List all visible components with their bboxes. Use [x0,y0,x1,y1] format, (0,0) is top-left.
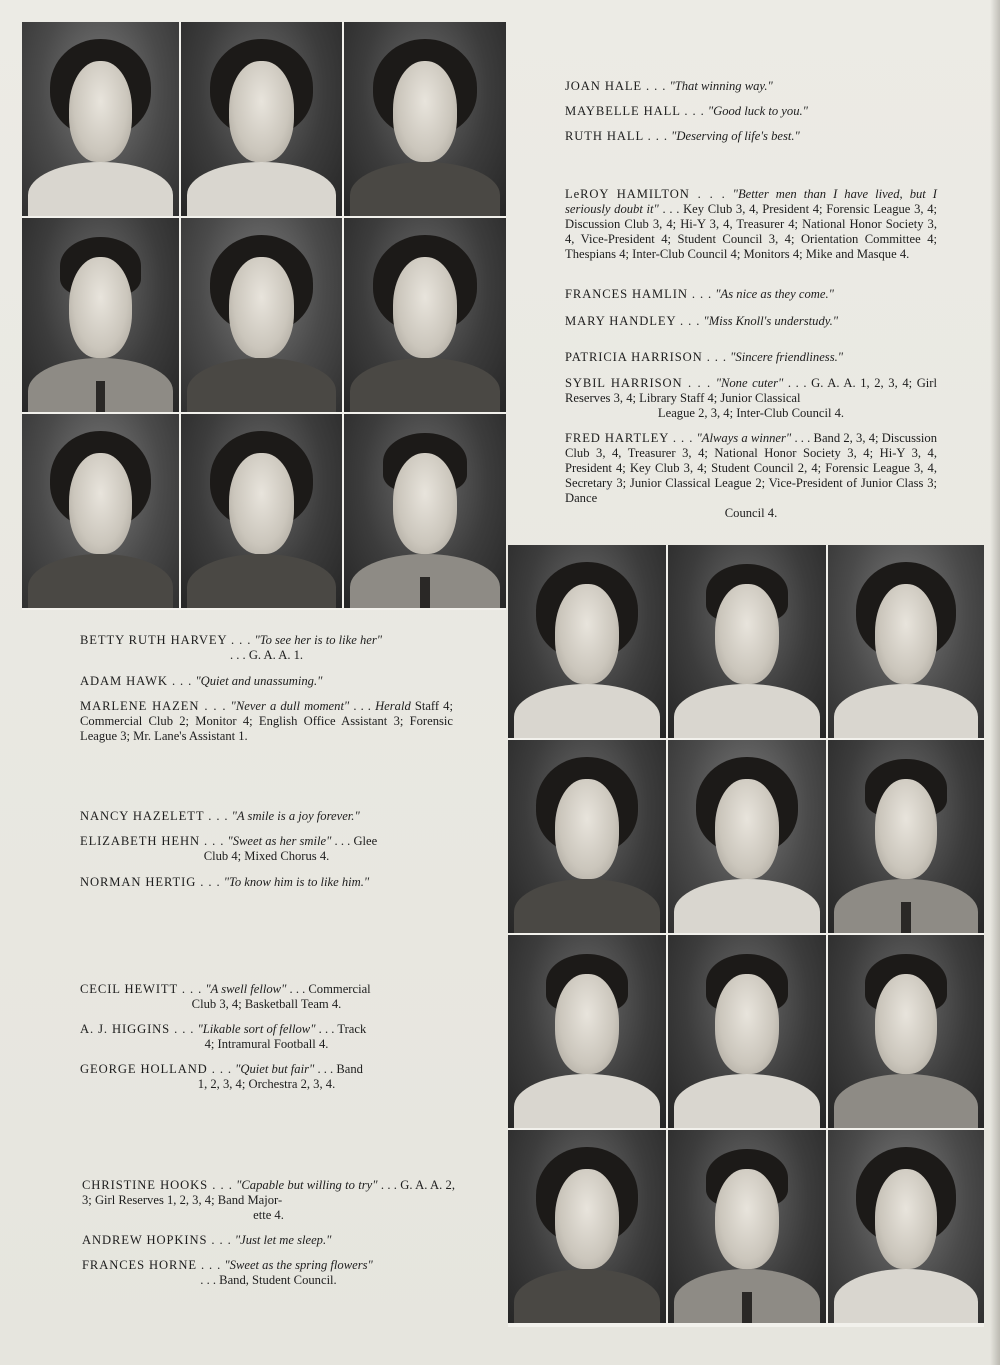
student-name: LeROY HAMILTON . . . [565,187,726,201]
student-activities-cont: League 2, 3, 4; Inter-Club Council 4. [657,406,845,420]
portrait-photo [181,22,342,216]
student-quote: "To see her is to like her" [254,633,383,647]
student-name: NANCY HAZELETT . . . [80,809,229,823]
student-name: ADAM HAWK . . . [80,674,193,688]
portrait-photo [828,1130,984,1323]
entry-sybil-harrison [565,376,937,421]
portrait-photo [508,1130,666,1323]
entry-frances-hamlin [565,287,937,302]
student-quote: "Capable but willing to try" [236,1178,378,1192]
student-quote: "Just let me sleep." [234,1233,332,1247]
student-name: NORMAN HERTIG . . . [80,875,221,889]
right-photo-grid [508,545,984,1327]
portrait-photo [668,1130,826,1323]
student-quote: "Never a dull moment" [230,699,350,713]
student-name: FRANCES HORNE . . . [82,1258,222,1272]
entry-elizabeth-hehn [80,834,453,864]
student-activities: . . . Key Club 3, 4, President 4; Forensic League 3, 4; Discussion Club 3, 4; Hi-Y 3, 4, Treasurer 4; National Honor Society 3, 4, Vice-President 4; Student Council 3, 4; Orientation Committee 4; Thespians 4; Inter-Club Council 4; Monitors 4; Mike and Masque 4. [565,202,937,261]
entry-leroy-hamilton [565,187,937,262]
student-activities-cont: Club 4; Mixed Chorus 4. [203,849,330,863]
student-quote: "Miss Knoll's understudy." [703,314,839,328]
student-quote: "None cuter" [715,376,784,390]
entry-mary-handley [565,314,937,329]
portrait-photo [22,414,179,608]
student-activities: . . . Band 2, 3, 4; Discussion Club 3, 4, Treasurer 3, 4; National Honor Society 3, 4; Hi-Y 3, 4, President 4; Key Club 3, 4; Student Council 2, 4; Forensic League 3, 4, Secretary 3; Junior Classical League 2; Vice-President of Junior Class 3; Dance [565,431,937,505]
student-quote: "Sweet as her smile" [227,834,332,848]
portrait-photo [668,935,826,1128]
student-activities: . . . Glee [334,834,378,848]
entry-joan-hale [565,79,937,94]
student-activities-cont: ette 4. [253,1208,284,1222]
portrait-photo [508,740,666,933]
entry-ruth-hall [565,129,937,144]
entry-george-holland [80,1062,453,1092]
student-quote: "Sincere friendliness." [730,350,844,364]
portrait-photo [668,545,826,738]
entry-cecil-hewitt [80,982,453,1012]
student-activities: . . . Band, Student Council. [200,1273,337,1287]
entry-fred-hartley [565,431,937,521]
entry-nancy-hazelett [80,809,453,824]
portrait-photo [22,218,179,412]
student-activities-cont: 4; Intramural Football 4. [204,1037,329,1051]
student-quote: "Good luck to you." [707,104,808,118]
entry-norman-hertig [80,875,453,890]
entry-maybelle-hall [565,104,937,119]
student-name: MARY HANDLEY . . . [565,314,701,328]
entry-christine-hooks [82,1178,455,1223]
entry-patricia-harrison [565,350,937,365]
student-quote: "To know him is to like him." [223,875,370,889]
entry-aj-higgins [80,1022,453,1052]
student-activities: Staff 4; Commercial Club 2; Monitor 4; English Office Assistant 3; Forensic League 3; Mr. Lane's Assistant 1. [80,699,453,743]
student-name: JOAN HALE . . . [565,79,667,93]
student-activities: . . . Band [317,1062,363,1076]
student-activities: . . . Track [318,1022,367,1036]
student-activities-cont: Council 4. [724,506,778,520]
entry-betty-ruth-harvey [80,633,453,663]
student-name: FRED HARTLEY . . . [565,431,694,445]
student-name: SYBIL HARRISON . . . [565,376,712,390]
student-name: BETTY RUTH HARVEY . . . [80,633,252,647]
student-quote: "A smile is a joy forever." [231,809,360,823]
portrait-photo [668,740,826,933]
student-name: CECIL HEWITT . . . [80,982,203,996]
student-quote: "That winning way." [669,79,773,93]
portrait-photo [508,935,666,1128]
left-photo-grid [22,22,506,610]
entry-frances-horne [82,1258,455,1288]
student-quote: "As nice as they come." [715,287,834,301]
student-name: ELIZABETH HEHN . . . [80,834,225,848]
portrait-photo [828,740,984,933]
portrait-photo [344,218,506,412]
student-name: PATRICIA HARRISON . . . [565,350,727,364]
student-activities-cont: 1, 2, 3, 4; Orchestra 2, 3, 4. [197,1077,336,1091]
student-quote: "Always a winner" [696,431,792,445]
portrait-photo [508,545,666,738]
student-name: FRANCES HAMLIN . . . [565,287,713,301]
portrait-photo [181,414,342,608]
student-name: CHRISTINE HOOKS . . . [82,1178,233,1192]
student-activities: . . . G. A. A. 2, 3; Girl Reserves 1, 2, 3, 4; Band Major- [82,1178,455,1207]
page-edge-shadow [990,0,1000,1365]
entry-adam-hawk [80,674,453,689]
portrait-photo [22,22,179,216]
portrait-photo [344,414,506,608]
student-quote: "Sweet as the spring flowers" [224,1258,373,1272]
student-activities: . . . G. A. A. 1. [229,648,304,662]
student-activities: . . . Commercial [289,982,371,996]
entry-marlene-hazen [80,699,453,744]
student-quote: "Deserving of life's best." [671,129,800,143]
student-activities-cont: Club 3, 4; Basketball Team 4. [191,997,342,1011]
dots: . . . [353,699,371,713]
student-name: GEORGE HOLLAND . . . [80,1062,232,1076]
student-quote: "Quiet but fair" [235,1062,315,1076]
student-name: MARLENE HAZEN . . . [80,699,227,713]
student-name: RUTH HALL . . . [565,129,668,143]
student-name: A. J. HIGGINS . . . [80,1022,195,1036]
student-quote: "Quiet and unassuming." [195,674,323,688]
herald-title: Herald [375,699,411,713]
student-activities: . . . G. A. A. 1, 2, 3, 4; Girl Reserves 3, 4; Library Staff 4; Junior Classical [565,376,937,405]
student-name: MAYBELLE HALL . . . [565,104,705,118]
portrait-photo [828,935,984,1128]
entry-andrew-hopkins [82,1233,455,1248]
student-quote: "Better men than I have lived, but I seriously doubt it" [565,187,937,216]
student-quote: "Likable sort of fellow" [197,1022,316,1036]
student-name: ANDREW HOPKINS . . . [82,1233,232,1247]
portrait-photo [344,22,506,216]
student-quote: "A swell fellow" [205,982,287,996]
portrait-photo [181,218,342,412]
portrait-photo [828,545,984,738]
